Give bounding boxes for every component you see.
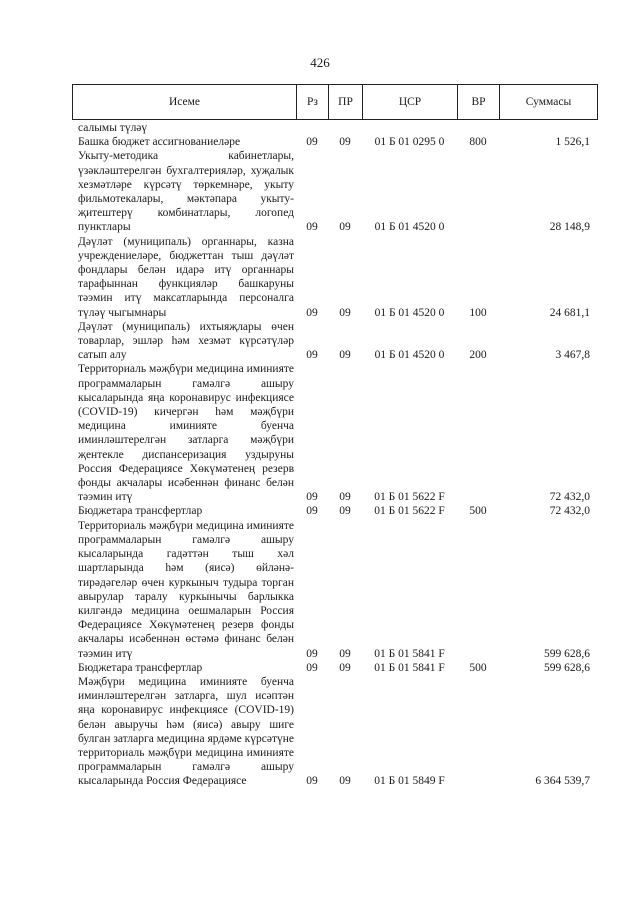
row-vr — [457, 519, 499, 661]
row-csr: 01 Б 01 5622 F — [374, 491, 445, 504]
row-vr — [457, 362, 499, 504]
row-vr — [457, 149, 499, 234]
row-rz: 09 — [306, 136, 318, 149]
row-csr: 01 Б 01 5622 F — [374, 505, 445, 518]
row-rz: 09 — [306, 221, 318, 234]
table-row — [72, 504, 598, 518]
row-csr: 01 Б 01 4520 0 — [374, 221, 445, 234]
table-body — [72, 121, 598, 789]
table-row — [72, 320, 598, 363]
row-name: салымы түләү — [78, 122, 148, 134]
row-name: Дәүләт (муниципаль) ихтыяҗлары өчен товарлар, эшләр һәм хезмәт күрсәтүләр сатып алу — [78, 320, 294, 362]
row-csr: 01 Б 01 5841 F — [374, 647, 445, 660]
row-sum — [499, 121, 598, 135]
header-name: Исеме — [73, 85, 297, 119]
row-pr: 09 — [339, 661, 351, 674]
row-name: Бюджетара трансфертлар — [78, 505, 203, 518]
row-csr: 01 Б 01 5849 F — [374, 775, 445, 788]
row-sum: 1 526,1 — [555, 136, 590, 149]
row-sum: 599 628,6 — [544, 647, 590, 660]
row-name: Бюджетара трансфертлар — [78, 661, 203, 674]
row-name: Мәҗбүри медицина иминияте буенча иминләштерелгән затларга, шул исәптән яңа коронавирус инфекциясе (COVID-19) белән авыручы һәм (яисә) авыру шиге булган затларга медицина ярдәме күрсәтүне территориаль мәҗбүри медицина иминияте программаларын гамәлгә ашыру кысаларында Россия Федерациясе — [78, 675, 294, 788]
row-pr: 09 — [339, 136, 351, 149]
row-vr — [457, 675, 499, 789]
row-name: Укыту-методика кабинетлары, үзәкләштерелгән бухгалтерияләр, хуҗалык хезмәтләре күрсәтү төркемнәре, укыту фильмотекалары, мәктәпара укыту-җитештерү комбинатлары, логопед пунктлары — [78, 150, 294, 234]
table-row — [72, 135, 598, 149]
header-pr: ПР — [329, 85, 363, 119]
row-name: Дәүләт (муниципаль) органнары, казна учреждениеләре, бюджеттан тыш дәүләт фондлары белән идарә итү органнары тарафыннан функцияләр башкаруны тәэмин итү максатларында персоналга түләү чыгымнары — [78, 235, 294, 319]
row-rz: 09 — [306, 647, 318, 660]
row-vr: 500 — [469, 505, 487, 518]
table-row — [72, 661, 598, 675]
row-csr: 01 Б 01 0295 0 — [374, 136, 445, 149]
row-sum: 28 148,9 — [549, 221, 590, 234]
row-name: Территориаль мәҗбүри медицина иминияте программаларын гамәлгә ашыру кысаларында гадәттән тыш хәл шартларында һәм (яисә) өйләнә-тирәдәгеләр өчен куркыныч тудыра торган авырулар таралу куркынычы барлыкка килгәндә медицина оешмаларын Россия Федерациясе Хөкүмәтенең резерв фонды акчалары исәбеннән өстәмә финанс белән тәэмин итү — [78, 519, 294, 660]
row-sum: 72 432,0 — [549, 505, 590, 518]
row-vr: 100 — [469, 306, 487, 319]
row-pr: 09 — [339, 505, 351, 518]
row-name: Территориаль мәҗбүри медицина иминияте программаларын гамәлгә ашыру кысаларында яңа коронавирус инфекциясе (COVID-19) кичергән һәм мәҗбүри медицина иминияте буенча иминләштерелгән затларга мәҗбүри җентекле диспансеризация уздыруны Россия Федерациясе Хөкүмәтенең резерв фонды акчалары исәбеннән финанс белән тәэмин итү — [78, 363, 294, 504]
row-sum: 6 364 539,7 — [535, 775, 590, 788]
row-pr: 09 — [339, 221, 351, 234]
row-csr — [362, 121, 457, 135]
row-vr — [457, 121, 499, 135]
row-sum: 3 467,8 — [555, 349, 590, 362]
row-sum: 24 681,1 — [549, 306, 590, 319]
row-pr: 09 — [339, 647, 351, 660]
row-rz: 09 — [306, 349, 318, 362]
row-vr: 500 — [469, 661, 487, 674]
row-sum: 72 432,0 — [549, 491, 590, 504]
row-pr: 09 — [339, 491, 351, 504]
row-rz: 09 — [306, 306, 318, 319]
row-rz: 09 — [306, 661, 318, 674]
table-row — [72, 149, 598, 234]
row-rz: 09 — [306, 775, 318, 788]
row-pr: 09 — [339, 349, 351, 362]
header-sum: Суммасы — [525, 96, 572, 108]
row-sum: 599 628,6 — [544, 661, 590, 674]
row-vr: 200 — [469, 349, 487, 362]
table-row — [72, 519, 598, 661]
row-name: Башка бюджет ассигнованиеләре — [78, 136, 241, 149]
header-rz: Рз — [297, 85, 329, 119]
table-row — [72, 362, 598, 504]
page-number: 426 — [310, 55, 330, 70]
row-csr: 01 Б 01 5841 F — [374, 661, 445, 674]
row-pr — [328, 121, 362, 135]
table-row — [72, 235, 598, 320]
row-csr: 01 Б 01 4520 0 — [374, 349, 445, 362]
row-pr: 09 — [339, 306, 351, 319]
row-vr: 800 — [469, 136, 487, 149]
row-rz: 09 — [306, 491, 318, 504]
table-header — [72, 84, 598, 120]
row-rz — [296, 121, 328, 135]
row-rz: 09 — [306, 505, 318, 518]
table-row — [72, 675, 598, 789]
header-csr: ЦСР — [363, 85, 458, 119]
header-vr: ВР — [458, 85, 500, 119]
row-pr: 09 — [339, 775, 351, 788]
row-csr: 01 Б 01 4520 0 — [374, 306, 445, 319]
table-row — [72, 121, 598, 135]
